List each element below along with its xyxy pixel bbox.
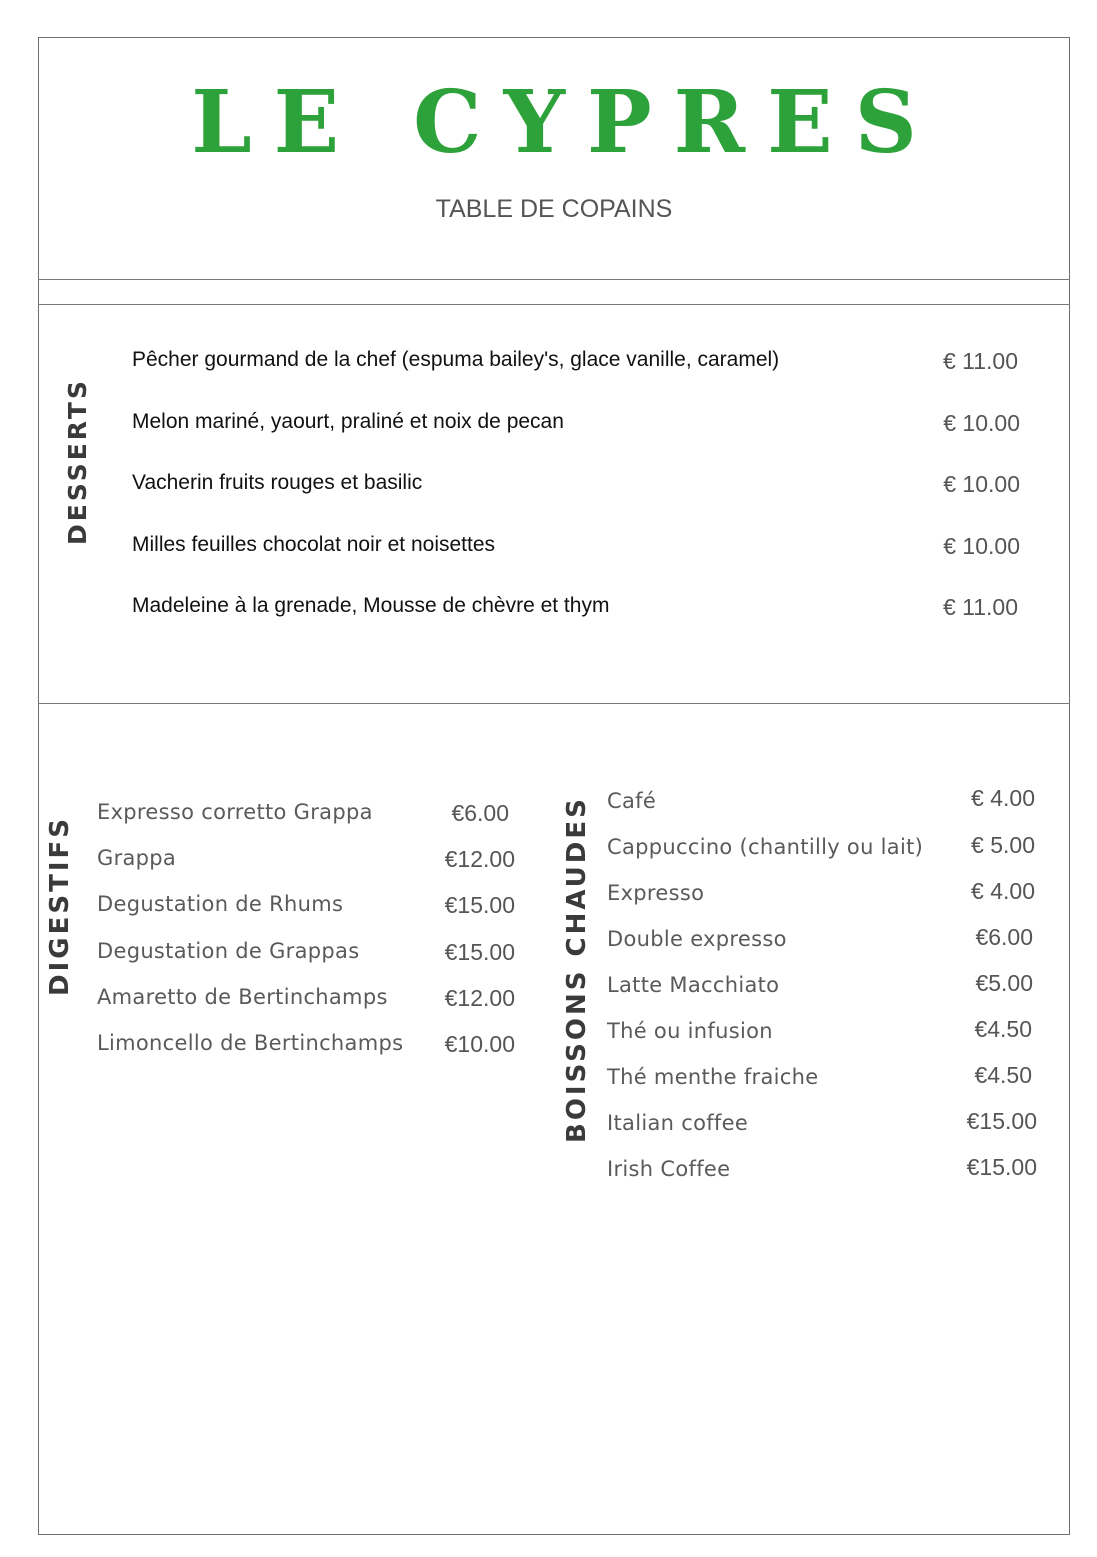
list-item <box>132 594 1022 624</box>
divider-desserts-bottom <box>38 703 1070 704</box>
list-item <box>97 892 515 922</box>
boisson-name: Thé ou infusion <box>607 1019 773 1043</box>
section-label-digestifs: DIGESTIFS <box>45 816 75 996</box>
boisson-name: Expresso <box>607 881 705 905</box>
list-item <box>607 1108 1037 1141</box>
menu-frame <box>38 37 1070 1535</box>
boisson-price: €15.00 <box>966 1154 1037 1180</box>
dessert-price: € 11.00 <box>942 594 1018 620</box>
divider-desserts-top <box>38 304 1070 305</box>
digestif-price: €12.00 <box>444 846 515 872</box>
list-item <box>607 1154 1037 1187</box>
dessert-name: Madeleine à la grenade, Mousse de chèvre et thym <box>132 594 610 617</box>
list-item <box>132 410 1022 440</box>
digestif-price: €15.00 <box>444 892 515 918</box>
divider-header <box>38 279 1070 280</box>
digestif-price: €12.00 <box>444 985 515 1011</box>
section-label-boissons-chaudes: BOISSONS CHAUDES <box>562 796 592 1143</box>
digestif-price: €10.00 <box>444 1031 515 1057</box>
list-item <box>132 533 1022 563</box>
digestif-price: €15.00 <box>444 939 515 965</box>
section-label-desserts: DESSERTS <box>63 378 92 545</box>
boisson-price: €15.00 <box>966 1108 1037 1134</box>
digestif-name: Amaretto de Bertinchamps <box>97 985 388 1009</box>
digestif-name: Degustation de Rhums <box>97 892 344 916</box>
boisson-price: €4.50 <box>974 1016 1032 1042</box>
list-item <box>607 1016 1037 1049</box>
digestif-price: €6.00 <box>451 800 509 826</box>
boisson-price: € 5.00 <box>971 832 1035 858</box>
boisson-name: Double expresso <box>607 927 787 951</box>
list-item <box>607 832 1037 865</box>
list-item <box>607 970 1037 1003</box>
boisson-name: Thé menthe fraiche <box>607 1065 819 1089</box>
boisson-name: Irish Coffee <box>607 1157 731 1181</box>
digestif-name: Expresso corretto Grappa <box>97 800 373 824</box>
dessert-name: Vacherin fruits rouges et basilic <box>132 471 423 494</box>
boisson-name: Café <box>607 789 657 813</box>
boisson-name: Latte Macchiato <box>607 973 780 997</box>
dessert-price: € 10.00 <box>943 471 1020 497</box>
restaurant-title: LE CYPRES <box>191 72 939 173</box>
boisson-price: € 4.00 <box>971 878 1035 904</box>
list-item <box>97 846 515 876</box>
list-item <box>97 939 515 969</box>
list-item <box>97 985 515 1015</box>
dessert-name: Melon mariné, yaourt, praliné et noix de pecan <box>132 410 564 433</box>
dessert-name: Milles feuilles chocolat noir et noisettes <box>132 533 496 556</box>
list-item <box>132 471 1022 501</box>
dessert-name: Pêcher gourmand de la chef (espuma bailey's, glace vanille, caramel) <box>132 348 780 371</box>
list-item <box>607 1062 1037 1095</box>
digestif-name: Limoncello de Bertinchamps <box>97 1031 404 1055</box>
dessert-price: € 11.00 <box>942 348 1018 374</box>
list-item <box>607 785 1037 819</box>
list-item <box>607 924 1037 957</box>
list-item <box>607 878 1037 911</box>
restaurant-subtitle: TABLE DE COPAINS <box>435 195 673 223</box>
list-item <box>97 800 515 830</box>
boisson-price: € 4.00 <box>971 785 1035 811</box>
list-item <box>132 348 1022 378</box>
boisson-price: €4.50 <box>974 1062 1032 1088</box>
digestif-name: Grappa <box>97 846 177 870</box>
dessert-price: € 10.00 <box>943 410 1020 436</box>
list-item <box>97 1031 515 1061</box>
boisson-name: Cappuccino (chantilly ou lait) <box>607 835 924 859</box>
boisson-price: €5.00 <box>975 970 1033 996</box>
digestif-name: Degustation de Grappas <box>97 939 360 963</box>
boisson-name: Italian coffee <box>607 1111 749 1135</box>
dessert-price: € 10.00 <box>943 533 1020 559</box>
boisson-price: €6.00 <box>975 924 1033 950</box>
